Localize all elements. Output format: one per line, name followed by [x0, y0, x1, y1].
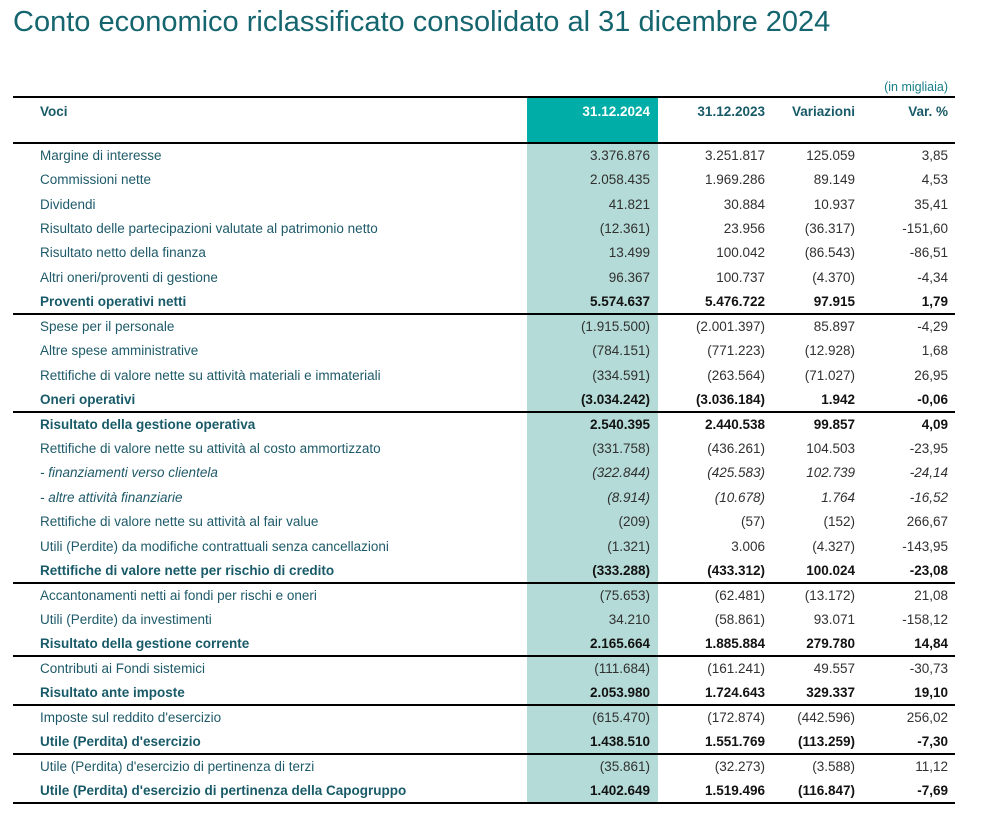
row-value-variazioni: (36.317) [804, 221, 855, 237]
row-label: Dividendi [40, 196, 96, 212]
table-row [13, 558, 955, 582]
table-row [13, 534, 955, 558]
table-row [13, 485, 955, 509]
table-row [13, 363, 955, 387]
row-value-2023: (161.241) [707, 661, 765, 677]
row-value-2023: (771.223) [707, 343, 765, 359]
row-value-variazioni: 102.739 [806, 465, 855, 481]
row-label: Contributi ai Fondi sistemici [40, 661, 206, 677]
row-value-2024: (35.861) [527, 754, 658, 778]
table-row [13, 339, 955, 363]
row-label: Risultato della gestione operativa [40, 417, 256, 433]
row-value-2024: (333.288) [527, 558, 658, 582]
row-value-var-percent: -7,69 [860, 778, 955, 802]
row-value-var-percent: 3,85 [921, 148, 948, 164]
row-value-variazioni: 10.937 [813, 196, 855, 212]
table-row [13, 730, 955, 754]
row-value-var-percent: 1,79 [860, 290, 955, 314]
row-value-2023: 2.440.538 [704, 417, 765, 433]
row-value-variazioni: (3.588) [812, 759, 855, 775]
row-value-variazioni: (71.027) [804, 367, 855, 383]
row-value-var-percent: -16,52 [909, 489, 948, 505]
row-value-variazioni: 89.149 [813, 172, 855, 188]
column-header-variazioni: Variazioni [770, 97, 860, 143]
row-label: Proventi operativi netti [13, 290, 527, 314]
row-value-2024: 2.053.980 [527, 681, 658, 705]
row-value-var-percent: 21,08 [914, 588, 948, 604]
table-row [13, 754, 955, 778]
row-value-2024: (111.684) [527, 656, 658, 680]
row-value-variazioni: (442.596) [797, 710, 855, 726]
row-label: Altre spese amministrative [40, 343, 199, 359]
row-value-2024: (334.591) [527, 363, 658, 387]
row-value-var-percent: -4,29 [917, 319, 948, 335]
row-label: Rettifiche di valore nette su attività materiali e immateriali [40, 367, 381, 383]
row-value-2023: 5.476.722 [658, 290, 770, 314]
table-row [13, 510, 955, 534]
row-value-variazioni: 329.337 [770, 681, 860, 705]
row-value-var-percent: -158,12 [902, 612, 948, 628]
row-value-var-percent: -30,73 [909, 661, 948, 677]
row-value-2024: (322.844) [527, 461, 658, 485]
page-title: Conto economico riclassificato consolidato al 31 dicembre 2024 [13, 6, 831, 38]
row-value-2023: (32.273) [714, 759, 765, 775]
row-value-variazioni: 99.857 [813, 417, 855, 433]
row-value-2023: 1.724.643 [658, 681, 770, 705]
row-value-var-percent: 266,67 [906, 514, 948, 530]
row-value-variazioni: 100.024 [770, 558, 860, 582]
column-header-var-percent: Var. % [860, 97, 955, 143]
column-header-voci: Voci [13, 97, 527, 143]
table-row [13, 778, 955, 802]
table-row [13, 436, 955, 460]
table-row [13, 241, 955, 265]
row-value-2024: (331.758) [527, 436, 658, 460]
table-row [13, 656, 955, 680]
row-label: Utili (Perdite) da modifiche contrattuali senza cancellazioni [40, 538, 389, 554]
table-row [13, 583, 955, 607]
row-value-2024: (615.470) [527, 705, 658, 729]
row-value-var-percent: -24,14 [909, 465, 948, 481]
row-value-var-percent: 4,09 [921, 417, 948, 433]
row-value-2023: (3.036.184) [658, 387, 770, 411]
table-row [13, 607, 955, 631]
row-label: - finanziamenti verso clientela [40, 465, 218, 481]
table-row [13, 290, 955, 314]
row-value-variazioni: (4.327) [812, 538, 855, 554]
row-value-var-percent: -4,34 [917, 269, 948, 285]
row-value-2024: 1.438.510 [527, 730, 658, 754]
row-value-variazioni: (13.172) [804, 588, 855, 604]
income-statement-table [13, 96, 955, 804]
table-header-row [13, 97, 955, 143]
row-label: Utile (Perdita) d'esercizio di pertinenza di terzi [40, 759, 315, 775]
row-label: Altri oneri/proventi di gestione [40, 269, 218, 285]
row-value-variazioni: (12.928) [804, 343, 855, 359]
row-value-var-percent: -143,95 [902, 538, 948, 554]
row-label: Risultato ante imposte [13, 681, 527, 705]
column-header-31-12-2023: 31.12.2023 [658, 97, 770, 143]
row-label: Risultato delle partecipazioni valutate al patrimonio netto [40, 221, 378, 237]
row-value-variazioni: 93.071 [813, 612, 855, 628]
row-value-2023: 23.956 [723, 221, 765, 237]
table-row [13, 681, 955, 705]
row-value-var-percent: -0,06 [860, 387, 955, 411]
row-value-var-percent: 14,84 [860, 632, 955, 656]
row-value-variazioni: 1.764 [821, 489, 855, 505]
row-label: Imposte sul reddito d'esercizio [40, 710, 222, 726]
row-value-var-percent: -86,51 [909, 245, 948, 261]
row-value-2024: 34.210 [527, 607, 658, 631]
row-value-2024: 96.367 [527, 265, 658, 289]
row-value-2023: 100.042 [716, 245, 765, 261]
row-value-variazioni: (116.847) [770, 778, 860, 802]
row-value-var-percent: 26,95 [914, 367, 948, 383]
row-value-variazioni: (113.259) [770, 730, 860, 754]
row-value-2024: 41.821 [527, 192, 658, 216]
table-body [13, 143, 955, 803]
row-value-2024: (75.653) [527, 583, 658, 607]
row-value-2023: (2.001.397) [695, 319, 765, 335]
row-value-2023: (425.583) [707, 465, 765, 481]
column-header-31-12-2024: 31.12.2024 [527, 97, 658, 143]
row-value-variazioni: 1.942 [770, 387, 860, 411]
row-value-var-percent: -23,95 [909, 440, 948, 456]
row-value-2024: (8.914) [527, 485, 658, 509]
row-label: Risultato netto della finanza [40, 245, 206, 261]
row-value-2023: 1.969.286 [704, 172, 765, 188]
row-value-variazioni: 49.557 [813, 661, 855, 677]
row-label: Rettifiche di valore nette su attività al fair value [40, 514, 319, 530]
row-label: - altre attività finanziarie [40, 489, 183, 505]
row-value-2023: (433.312) [658, 558, 770, 582]
row-label: Spese per il personale [40, 319, 175, 335]
row-value-var-percent: 19,10 [860, 681, 955, 705]
row-value-2024: (1.915.500) [527, 314, 658, 338]
row-value-2023: 1.551.769 [658, 730, 770, 754]
row-value-variazioni: 104.503 [806, 440, 855, 456]
row-value-2024: (3.034.242) [527, 387, 658, 411]
row-value-2023: 30.884 [723, 196, 765, 212]
row-value-2024: 3.376.876 [527, 143, 658, 167]
row-value-variazioni: 279.780 [770, 632, 860, 656]
row-value-2023: 3.006 [731, 538, 765, 554]
row-value-2024: (1.321) [527, 534, 658, 558]
row-value-var-percent: 1,68 [921, 343, 948, 359]
table-row [13, 632, 955, 656]
table-row [13, 705, 955, 729]
table-row [13, 461, 955, 485]
row-value-2023: (263.564) [707, 367, 765, 383]
row-label: Commissioni nette [40, 172, 152, 188]
row-value-2023: (436.261) [707, 440, 765, 456]
row-value-var-percent: 11,12 [915, 759, 948, 775]
row-label: Rettifiche di valore nette su attività al costo ammortizzato [40, 440, 381, 456]
row-value-2023: (10.678) [714, 489, 765, 505]
row-value-var-percent: -7,30 [860, 730, 955, 754]
row-value-2024: 2.540.395 [527, 412, 658, 436]
row-value-variazioni: 97.915 [770, 290, 860, 314]
row-value-variazioni: (152) [823, 514, 855, 530]
row-label: Utile (Perdita) d'esercizio [13, 730, 527, 754]
income-statement-table-wrap [13, 96, 955, 804]
row-value-2024: 2.165.664 [527, 632, 658, 656]
row-value-2023: (58.861) [714, 612, 765, 628]
table-row [13, 143, 955, 167]
row-value-2023: 100.737 [716, 269, 765, 285]
row-value-var-percent: 4,53 [921, 172, 948, 188]
row-value-variazioni: 85.897 [813, 319, 855, 335]
row-value-2024: 1.402.649 [527, 778, 658, 802]
row-value-2024: (784.151) [527, 339, 658, 363]
row-value-2024: 5.574.637 [527, 290, 658, 314]
table-row [13, 314, 955, 338]
table-row [13, 167, 955, 191]
table-row [13, 192, 955, 216]
row-value-variazioni: (86.543) [804, 245, 855, 261]
table-row [13, 265, 955, 289]
table-row [13, 412, 955, 436]
row-label: Accantonamenti netti ai fondi per rischi e oneri [40, 588, 317, 604]
row-value-2024: 13.499 [527, 241, 658, 265]
row-value-variazioni: (4.370) [812, 269, 855, 285]
row-value-2024: (209) [527, 510, 658, 534]
row-value-2024: (12.361) [527, 216, 658, 240]
row-value-2024: 2.058.435 [527, 167, 658, 191]
row-value-2023: (172.874) [707, 710, 765, 726]
row-label: Rettifiche di valore nette per rischio di credito [13, 558, 527, 582]
row-label: Utili (Perdite) da investimenti [40, 612, 212, 628]
row-value-2023: (62.481) [714, 588, 765, 604]
row-label: Risultato della gestione corrente [13, 632, 527, 656]
row-value-var-percent: 35,41 [914, 196, 948, 212]
row-label: Margine di interesse [40, 148, 162, 164]
row-value-var-percent: -23,08 [860, 558, 955, 582]
row-label: Oneri operativi [13, 387, 527, 411]
row-value-2023: 1.885.884 [658, 632, 770, 656]
row-label: Utile (Perdita) d'esercizio di pertinenza della Capogruppo [13, 778, 527, 802]
row-value-2023: 3.251.817 [704, 148, 765, 164]
row-value-2023: (57) [740, 514, 765, 530]
table-row [13, 216, 955, 240]
row-value-variazioni: 125.059 [806, 148, 855, 164]
row-value-2023: 1.519.496 [658, 778, 770, 802]
row-value-var-percent: 256,02 [906, 710, 948, 726]
table-row [13, 387, 955, 411]
row-value-var-percent: -151,60 [902, 221, 948, 237]
units-note: (in migliaia) [884, 80, 948, 94]
